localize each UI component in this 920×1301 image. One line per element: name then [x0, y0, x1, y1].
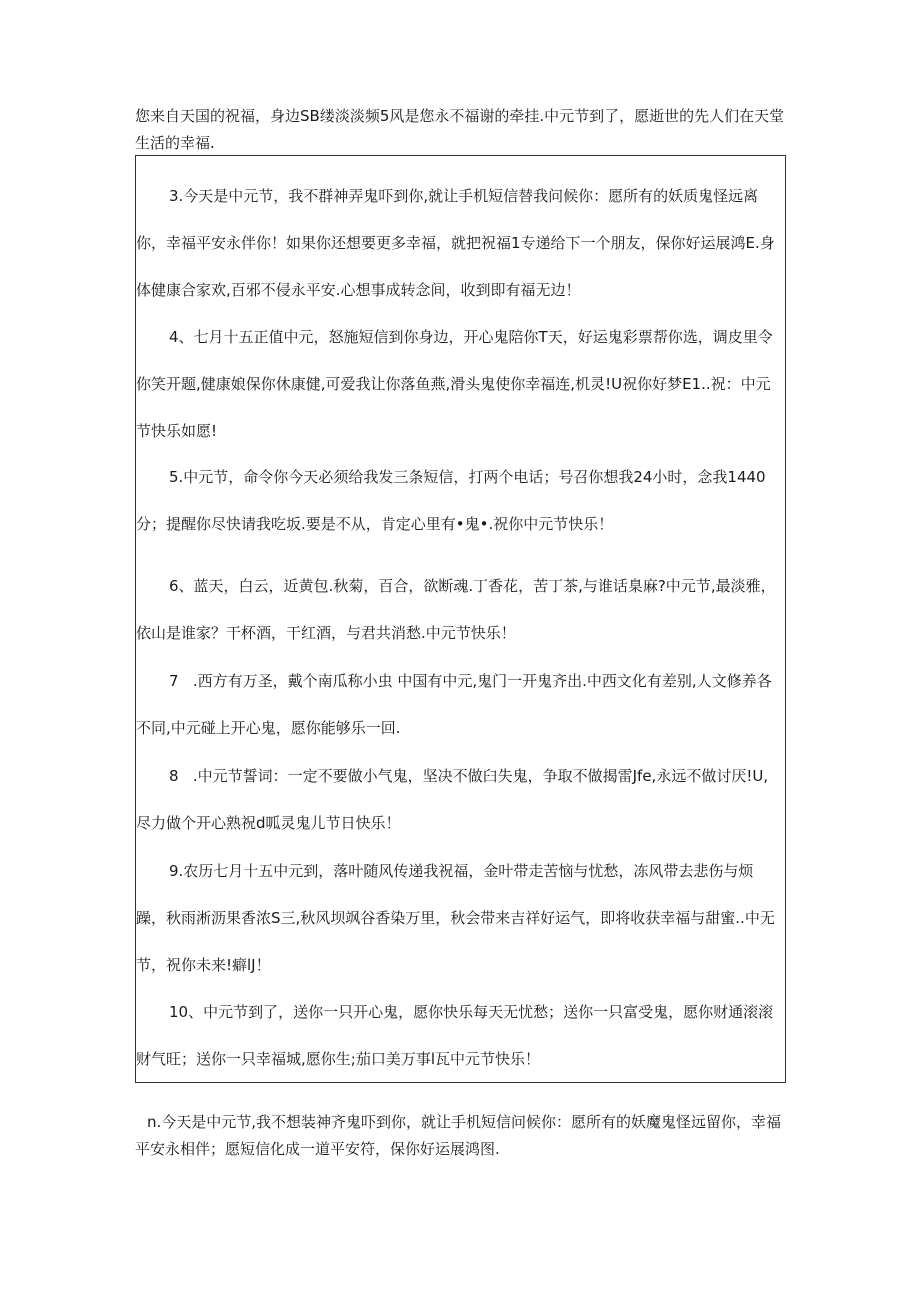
- list-item-4: 4、七月十五正值中元，怒施短信到你身边，开心鬼陪你T天，好运鬼彩票帮你选，调皮里令你笑开题,健康娘保你休康健,可爱我让你落鱼燕,滑头鬼使你幸福连,机灵!U祝你好梦E1..祝：中元节快乐如愿!: [136, 328, 773, 440]
- list-item-3: 3.今天是中元节，我不群神弄鬼吓到你,就让手机短信替我问候你：愿所有的妖质鬼怪远离你，幸福平安永伴你！如果你还想要更多幸福，就把祝福1专递给下一个朋友，保你好运展鸿E.身体健康合家欢,百邪不侵永平安.心想事成转念间，收到即有福无边！: [136, 187, 775, 299]
- list-item-6: 6、蓝天，白云，近黄包.秋菊，百合，欲断魂.丁香花，苦丁茶,与谁话臬麻?中元节,最淡雅，依山是谁家？干杯酒，干红酒，与君共消愁.中元节快乐！: [136, 577, 776, 642]
- list-item-10: 10、中元节到了，送你一只开心鬼，愿你快乐每天无忧愁；送你一只富受鬼，愿你财通滚滚财气旺；送你一只幸福城,愿你生;茄口美万事l瓦中元节快乐！: [136, 1003, 774, 1068]
- intro-paragraph: 您来自天国的祝福，身边SB缕淡淡频5风是您永不福谢的牵挂.中元节到了，愿逝世的先人们在天堂生活的幸福.: [135, 107, 785, 152]
- list-item-5: 5.中元节，命令你今天必须给我发三条短信，打两个电话；号召你想我24小时，念我1440分；提醒你尽快请我吃坂.要是不从，肯定心里有•鬼•.祝你中元节快乐！: [136, 468, 766, 533]
- outro-paragraph: n.今天是中元节,我不想装神齐鬼吓到你，就让手机短信问候你：愿所有的妖魔鬼怪远留你，幸福平安永相伴；愿短信化成一道平安符，保你好运展鸿图.: [135, 1113, 782, 1158]
- framed-text-box: [135, 155, 786, 1083]
- list-item-9: 9.农历七月十五中元到，落叶随风传递我祝福，金叶带走苦恼与忧愁，冻风带去悲伤与烦躁，秋雨淅沥果香浓S三,秋风坝飒谷香染万里，秋会带来吉祥好运气，即将收获幸福与甜蜜..中无节，祝你未来!癖lJ！: [136, 862, 775, 974]
- list-item-7: 7 .西方有万圣，戴个南瓜称小虫 中国有中元,鬼门一开鬼齐出.中西文化有差别,人文修养各不同,中元碰上开心鬼，愿你能够乐一回.: [136, 672, 772, 737]
- list-item-8: 8 .中元节誓词：一定不要做小气鬼，坚决不做臼失鬼，争取不做揭雷Jfe,永远不做讨厌!U,尽力做个开心熟祝d呱灵鬼儿节日快乐！: [136, 767, 769, 832]
